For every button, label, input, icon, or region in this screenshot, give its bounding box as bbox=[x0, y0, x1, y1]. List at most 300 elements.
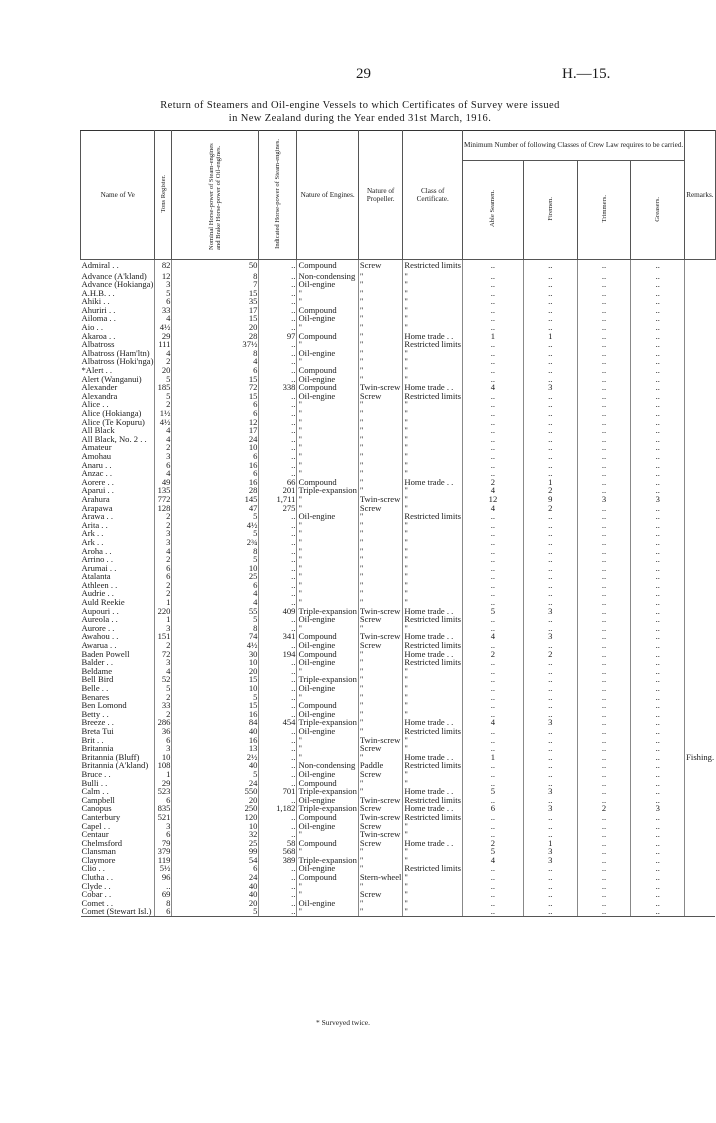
tons-register-cell: 52 bbox=[155, 675, 172, 684]
remarks-cell bbox=[685, 400, 715, 409]
able-seamen-cell: .. bbox=[462, 830, 523, 839]
greasers-cell: .. bbox=[631, 744, 685, 753]
firemen-cell: .. bbox=[523, 435, 577, 444]
table-row bbox=[81, 306, 716, 315]
engine-type-cell: Compound bbox=[297, 366, 358, 375]
tons-register-cell: 8 bbox=[155, 899, 172, 908]
indicated-horsepower-cell: 389 bbox=[259, 856, 297, 865]
vessel-name-cell: Breeze . . bbox=[81, 717, 114, 728]
indicated-horsepower-cell: .. bbox=[259, 289, 297, 298]
able-seamen-cell: 5 bbox=[462, 787, 523, 796]
greasers-cell: .. bbox=[631, 684, 685, 693]
firemen-cell: .. bbox=[523, 813, 577, 822]
propeller-type-cell: " bbox=[358, 667, 403, 676]
indicated-horsepower-cell: .. bbox=[259, 469, 297, 478]
certificate-class-cell: Home trade . . bbox=[403, 787, 463, 796]
firemen-cell: .. bbox=[523, 693, 577, 702]
vessel-name-cell: Bruce . . bbox=[81, 768, 111, 779]
able-seamen-cell: .. bbox=[462, 564, 523, 573]
able-seamen-cell: .. bbox=[462, 418, 523, 427]
table-row bbox=[81, 529, 716, 538]
vessel-name-cell: Bell Bird bbox=[81, 674, 114, 685]
tons-register-cell: 96 bbox=[155, 873, 172, 882]
horsepower-cell: 16 bbox=[172, 478, 259, 487]
propeller-type-cell: " bbox=[358, 323, 403, 332]
greasers-cell: .. bbox=[631, 675, 685, 684]
tons-register-cell: 6 bbox=[155, 736, 172, 745]
greasers-cell: .. bbox=[631, 538, 685, 547]
engine-type-cell: Triple-expansion bbox=[298, 717, 357, 728]
remarks-cell bbox=[685, 340, 715, 349]
table-row bbox=[81, 710, 716, 719]
vessel-name-cell: Alice (Hokianga) bbox=[81, 408, 142, 418]
engine-type-cell: " bbox=[297, 495, 358, 504]
horsepower-cell: 40 bbox=[172, 890, 259, 899]
propeller-type-cell: " bbox=[358, 718, 403, 727]
engine-type-cell: " bbox=[297, 461, 358, 470]
propeller-type-cell: Screw bbox=[358, 260, 403, 272]
indicated-horsepower-cell: 409 bbox=[259, 607, 297, 616]
greasers-cell: .. bbox=[631, 409, 685, 418]
tons-register-cell: 1 bbox=[155, 770, 172, 779]
vessel-name-cell: Ben Lomond bbox=[81, 700, 127, 711]
certificate-class-cell: " bbox=[403, 564, 463, 573]
indicated-horsepower-cell: .. bbox=[259, 538, 297, 547]
propeller-type-cell: " bbox=[358, 882, 403, 891]
horsepower-cell: 54 bbox=[172, 856, 259, 865]
engine-type-cell: " bbox=[297, 624, 358, 633]
able-seamen-cell: .. bbox=[462, 547, 523, 556]
engine-type-cell: " bbox=[297, 847, 358, 856]
propeller-type-cell: Screw bbox=[358, 615, 403, 624]
table-row bbox=[81, 873, 716, 882]
able-seamen-cell: 4 bbox=[462, 486, 523, 495]
horsepower-cell: 16 bbox=[172, 461, 259, 470]
firemen-cell: .. bbox=[523, 538, 577, 547]
tons-register-cell: 4 bbox=[155, 426, 172, 435]
certificate-class-cell: Restricted limits bbox=[404, 794, 461, 805]
greasers-cell: .. bbox=[631, 375, 685, 384]
table-row bbox=[81, 452, 716, 461]
remarks-cell bbox=[685, 452, 715, 461]
propeller-type-cell: Twin-screw bbox=[358, 830, 403, 839]
trimmers-cell: .. bbox=[577, 658, 631, 667]
horsepower-cell: 20 bbox=[172, 323, 259, 332]
table-row bbox=[81, 830, 716, 839]
indicated-horsepower-cell: .. bbox=[259, 547, 297, 556]
propeller-type-cell: " bbox=[358, 512, 403, 521]
indicated-horsepower-cell: 454 bbox=[259, 718, 297, 727]
certificate-class-cell: " bbox=[403, 779, 463, 788]
trimmers-cell: .. bbox=[577, 864, 631, 873]
trimmers-cell: .. bbox=[577, 383, 631, 392]
able-seamen-cell: 4 bbox=[462, 856, 523, 865]
remarks-cell bbox=[685, 486, 715, 495]
horsepower-cell: 4 bbox=[172, 598, 259, 607]
tons-register-cell: 2 bbox=[155, 357, 172, 366]
certificate-class-cell: " bbox=[403, 469, 463, 478]
trimmers-cell: .. bbox=[577, 400, 631, 409]
firemen-cell: .. bbox=[523, 589, 577, 598]
greasers-cell: .. bbox=[631, 822, 685, 831]
table-row bbox=[81, 555, 716, 564]
remarks-cell bbox=[685, 366, 715, 375]
tons-register-cell: 151 bbox=[155, 632, 172, 641]
vessel-name-cell: Britannia (A'kland) bbox=[81, 760, 149, 771]
able-seamen-cell: .. bbox=[462, 306, 523, 315]
engine-type-cell: " bbox=[297, 564, 358, 573]
able-seamen-cell: .. bbox=[462, 779, 523, 788]
horsepower-cell: 15 bbox=[172, 701, 259, 710]
greasers-cell: .. bbox=[631, 443, 685, 452]
able-seamen-cell: 1 bbox=[462, 332, 523, 341]
trimmers-cell: .. bbox=[577, 615, 631, 624]
engine-type-cell: Oil-engine bbox=[297, 727, 358, 736]
indicated-horsepower-cell: .. bbox=[259, 882, 297, 891]
firemen-cell: .. bbox=[523, 306, 577, 315]
firemen-cell: .. bbox=[523, 392, 577, 401]
vessel-name-cell: Arapawa bbox=[81, 502, 113, 513]
certificate-class-cell: " bbox=[403, 822, 463, 831]
firemen-cell: 1 bbox=[523, 839, 577, 848]
able-seamen-cell: .. bbox=[462, 349, 523, 358]
table-row bbox=[81, 504, 716, 513]
horsepower-cell: 6 bbox=[172, 452, 259, 461]
engine-type-cell: Compound bbox=[297, 701, 358, 710]
tons-register-cell: 4½ bbox=[155, 323, 172, 332]
firemen-cell: .. bbox=[523, 349, 577, 358]
propeller-type-cell: Twin-screw bbox=[358, 632, 403, 641]
trimmers-cell: .. bbox=[577, 641, 631, 650]
certificate-class-cell: " bbox=[403, 693, 463, 702]
footnote: * Surveyed twice. bbox=[316, 1018, 370, 1027]
indicated-horsepower-cell: .. bbox=[259, 684, 297, 693]
firemen-cell: .. bbox=[523, 443, 577, 452]
tons-register-cell: 79 bbox=[155, 839, 172, 848]
able-seamen-cell: .. bbox=[462, 675, 523, 684]
indicated-horsepower-cell: .. bbox=[259, 572, 297, 581]
table-row bbox=[81, 641, 716, 650]
propeller-type-cell: " bbox=[358, 598, 403, 607]
vessel-name-cell: Albatross bbox=[81, 339, 115, 350]
propeller-type-cell: " bbox=[358, 289, 403, 298]
engine-type-cell: " bbox=[297, 452, 358, 461]
firemen-cell: .. bbox=[523, 830, 577, 839]
remarks-cell bbox=[685, 779, 715, 788]
engine-type-cell: " bbox=[297, 830, 358, 839]
able-seamen-cell: 6 bbox=[462, 804, 523, 813]
able-seamen-cell: .. bbox=[462, 761, 523, 770]
propeller-type-cell: " bbox=[358, 332, 403, 341]
greasers-cell: .. bbox=[631, 400, 685, 409]
propeller-type-cell: Twin-screw bbox=[358, 607, 403, 616]
able-seamen-cell: 4 bbox=[462, 504, 523, 513]
able-seamen-cell: .. bbox=[462, 443, 523, 452]
horsepower-cell: 40 bbox=[172, 727, 259, 736]
table-row bbox=[81, 383, 716, 392]
horsepower-cell: 84 bbox=[172, 718, 259, 727]
propeller-type-cell: Screw bbox=[358, 504, 403, 513]
table-row bbox=[81, 547, 716, 556]
able-seamen-cell: .. bbox=[462, 400, 523, 409]
certificate-class-cell: " bbox=[403, 736, 463, 745]
greasers-cell: .. bbox=[631, 761, 685, 770]
certificate-class-cell: " bbox=[403, 306, 463, 315]
firemen-cell: 3 bbox=[523, 632, 577, 641]
able-seamen-cell: .. bbox=[462, 340, 523, 349]
trimmers-cell: .. bbox=[577, 779, 631, 788]
firemen-cell: .. bbox=[523, 461, 577, 470]
trimmers-cell: .. bbox=[577, 323, 631, 332]
indicated-horsepower-cell: .. bbox=[259, 392, 297, 401]
greasers-cell: .. bbox=[631, 650, 685, 659]
certificate-class-cell: " bbox=[403, 907, 463, 916]
vessel-name-cell: Aupouri . . bbox=[81, 605, 119, 616]
vessel-name-cell: Aureola . . bbox=[81, 614, 118, 625]
remarks-cell bbox=[685, 461, 715, 470]
able-seamen-cell: .. bbox=[462, 744, 523, 753]
firemen-cell: .. bbox=[523, 873, 577, 882]
greasers-cell: .. bbox=[631, 589, 685, 598]
tons-register-cell: 5 bbox=[155, 375, 172, 384]
greasers-cell: .. bbox=[631, 736, 685, 745]
firemen-cell: .. bbox=[523, 280, 577, 289]
able-seamen-cell: 2 bbox=[462, 650, 523, 659]
propeller-type-cell: " bbox=[358, 650, 403, 659]
trimmers-cell: .. bbox=[577, 272, 631, 281]
trimmers-cell: .. bbox=[577, 701, 631, 710]
tons-register-cell: 3 bbox=[155, 744, 172, 753]
certificate-class-cell: " bbox=[403, 297, 463, 306]
trimmers-cell: .. bbox=[577, 787, 631, 796]
able-seamen-cell: .. bbox=[462, 323, 523, 332]
vessel-name-cell: Canterbury bbox=[81, 811, 121, 822]
greasers-cell: .. bbox=[631, 624, 685, 633]
firemen-cell: .. bbox=[523, 615, 577, 624]
horsepower-cell: 7 bbox=[172, 280, 259, 289]
vessel-name-cell: Aorere . . bbox=[81, 476, 114, 487]
greasers-cell: .. bbox=[631, 383, 685, 392]
indicated-horsepower-cell: .. bbox=[259, 564, 297, 573]
certificate-class-cell: " bbox=[403, 443, 463, 452]
column-header-horsepower: Nominal Horse-power of Steam-engines and Brake Horse-power of Oil-engines. bbox=[172, 131, 259, 260]
certificate-class-cell: " bbox=[403, 375, 463, 384]
table-row bbox=[81, 521, 716, 530]
trimmers-cell: .. bbox=[577, 461, 631, 470]
horsepower-cell: 10 bbox=[172, 564, 259, 573]
propeller-type-cell: Screw bbox=[358, 804, 403, 813]
vessel-name-cell: *Alert . . bbox=[81, 365, 113, 376]
certificate-class-cell: " bbox=[403, 770, 463, 779]
greasers-cell: .. bbox=[631, 323, 685, 332]
horsepower-cell: 24 bbox=[172, 779, 259, 788]
certificate-class-cell: " bbox=[403, 272, 463, 281]
column-header-tons: Tons Register. bbox=[155, 131, 172, 260]
propeller-type-cell: " bbox=[358, 443, 403, 452]
remarks-cell bbox=[685, 418, 715, 427]
remarks-cell bbox=[685, 667, 715, 676]
remarks-cell bbox=[685, 332, 715, 341]
firemen-cell: .. bbox=[523, 598, 577, 607]
able-seamen-cell: .. bbox=[462, 684, 523, 693]
engine-type-cell: Oil-engine bbox=[297, 822, 358, 831]
able-seamen-cell: .. bbox=[462, 770, 523, 779]
horsepower-cell: 6 bbox=[172, 409, 259, 418]
greasers-cell: .. bbox=[631, 632, 685, 641]
certificate-class-cell: " bbox=[403, 504, 463, 513]
table-header bbox=[81, 131, 716, 260]
tons-register-cell: 1 bbox=[155, 615, 172, 624]
column-header-minimum-crew: Minimum Number of following Classes of Crew Law requires to be carried. bbox=[462, 131, 684, 161]
engine-type-cell: Oil-engine bbox=[297, 684, 358, 693]
page-title bbox=[60, 99, 660, 125]
propeller-type-cell: Screw bbox=[358, 890, 403, 899]
indicated-horsepower-cell: 275 bbox=[259, 504, 297, 513]
greasers-cell: .. bbox=[631, 564, 685, 573]
propeller-type-cell: Paddle bbox=[358, 761, 403, 770]
horsepower-cell: 5 bbox=[172, 512, 259, 521]
greasers-cell: .. bbox=[631, 727, 685, 736]
tons-register-cell: 2 bbox=[155, 641, 172, 650]
firemen-cell: .. bbox=[523, 727, 577, 736]
vessel-name-cell: Britannia bbox=[81, 743, 114, 754]
remarks-cell bbox=[685, 323, 715, 332]
engine-type-cell: Triple-expansion bbox=[298, 803, 357, 814]
able-seamen-cell: 4 bbox=[462, 718, 523, 727]
horsepower-cell: 15 bbox=[172, 289, 259, 298]
trimmers-cell: .. bbox=[577, 486, 631, 495]
propeller-type-cell: Screw bbox=[358, 839, 403, 848]
remarks-cell bbox=[685, 581, 715, 590]
propeller-type-cell: " bbox=[358, 306, 403, 315]
greasers-cell: .. bbox=[631, 289, 685, 298]
table-row bbox=[81, 538, 716, 547]
firemen-cell: .. bbox=[523, 581, 577, 590]
remarks-cell bbox=[685, 478, 715, 487]
greasers-cell: .. bbox=[631, 392, 685, 401]
vessel-name-cell: Clutha . . bbox=[81, 872, 114, 883]
able-seamen-cell: .. bbox=[462, 426, 523, 435]
trimmers-cell: .. bbox=[577, 314, 631, 323]
table-row bbox=[81, 392, 716, 401]
engine-type-cell: Compound bbox=[297, 383, 358, 392]
remarks-cell bbox=[685, 383, 715, 392]
firemen-cell: .. bbox=[523, 864, 577, 873]
propeller-type-cell: Screw bbox=[358, 392, 403, 401]
firemen-cell: .. bbox=[523, 564, 577, 573]
propeller-type-cell: " bbox=[358, 272, 403, 281]
propeller-type-cell: " bbox=[358, 572, 403, 581]
firemen-cell: .. bbox=[523, 744, 577, 753]
remarks-cell bbox=[685, 260, 715, 272]
table-row bbox=[81, 589, 716, 598]
table-row bbox=[81, 418, 716, 427]
remarks-cell bbox=[685, 314, 715, 323]
table-row bbox=[81, 357, 716, 366]
vessel-name-cell: Baden Powell bbox=[81, 648, 130, 659]
trimmers-cell: .. bbox=[577, 839, 631, 848]
firemen-cell: .. bbox=[523, 418, 577, 427]
trimmers-cell: .. bbox=[577, 538, 631, 547]
remarks-cell bbox=[685, 907, 715, 916]
able-seamen-cell: .. bbox=[462, 529, 523, 538]
greasers-cell: .. bbox=[631, 641, 685, 650]
firemen-cell: .. bbox=[523, 907, 577, 916]
tons-register-cell: 33 bbox=[155, 701, 172, 710]
able-seamen-cell: 2 bbox=[462, 839, 523, 848]
engine-type-cell: " bbox=[297, 323, 358, 332]
able-seamen-cell: .. bbox=[462, 260, 523, 272]
remarks-cell bbox=[685, 443, 715, 452]
able-seamen-cell: .. bbox=[462, 314, 523, 323]
tons-register-cell: 29 bbox=[155, 332, 172, 341]
firemen-cell: .. bbox=[523, 314, 577, 323]
certificate-class-cell: " bbox=[403, 572, 463, 581]
remarks-cell bbox=[685, 882, 715, 891]
trimmers-cell: .. bbox=[577, 693, 631, 702]
indicated-horsepower-cell: .. bbox=[259, 443, 297, 452]
horsepower-cell: 10 bbox=[172, 684, 259, 693]
propeller-type-cell: Twin-screw bbox=[358, 495, 403, 504]
able-seamen-cell: .. bbox=[462, 435, 523, 444]
trimmers-cell: .. bbox=[577, 675, 631, 684]
tons-register-cell: 82 bbox=[155, 260, 172, 272]
able-seamen-cell: .. bbox=[462, 624, 523, 633]
engine-type-cell: Oil-engine bbox=[297, 392, 358, 401]
table-row bbox=[81, 899, 716, 908]
horsepower-cell: 5 bbox=[172, 907, 259, 916]
trimmers-cell: .. bbox=[577, 375, 631, 384]
remarks-cell bbox=[685, 607, 715, 616]
tons-register-cell: 108 bbox=[155, 761, 172, 770]
certificate-class-cell: Restricted limits bbox=[404, 760, 461, 771]
propeller-type-cell: Stern-wheel bbox=[359, 872, 402, 883]
remarks-cell: Fishing. bbox=[686, 751, 715, 762]
vessel-name-cell: Clyde . . bbox=[81, 880, 111, 891]
indicated-horsepower-cell: .. bbox=[259, 779, 297, 788]
propeller-type-cell: " bbox=[358, 340, 403, 349]
indicated-horsepower-cell: .. bbox=[259, 813, 297, 822]
engine-type-cell: Triple-expansion bbox=[298, 605, 357, 616]
horsepower-cell: 250 bbox=[172, 804, 259, 813]
certificate-class-cell: " bbox=[403, 461, 463, 470]
certificate-class-cell: " bbox=[403, 409, 463, 418]
table-row bbox=[81, 650, 716, 659]
engine-type-cell: Triple-expansion bbox=[298, 674, 357, 685]
indicated-horsepower-cell: 97 bbox=[259, 332, 297, 341]
firemen-cell: .. bbox=[523, 547, 577, 556]
engine-type-cell: Oil-engine bbox=[297, 375, 358, 384]
greasers-cell: .. bbox=[631, 693, 685, 702]
engine-type-cell: " bbox=[297, 693, 358, 702]
horsepower-cell: 550 bbox=[172, 787, 259, 796]
trimmers-cell: .. bbox=[577, 624, 631, 633]
indicated-horsepower-cell: 338 bbox=[259, 383, 297, 392]
trimmers-cell: .. bbox=[577, 684, 631, 693]
propeller-type-cell: Screw bbox=[358, 744, 403, 753]
horsepower-cell: 15 bbox=[172, 675, 259, 684]
certificate-class-cell: " bbox=[403, 624, 463, 633]
vessel-name-cell: Alice (Te Kopuru) bbox=[81, 416, 145, 427]
firemen-cell: .. bbox=[523, 761, 577, 770]
table-row bbox=[81, 280, 716, 289]
trimmers-cell: .. bbox=[577, 899, 631, 908]
tons-register-cell: 5 bbox=[155, 684, 172, 693]
indicated-horsepower-cell: .. bbox=[259, 615, 297, 624]
table-row bbox=[81, 323, 716, 332]
tons-register-cell: 4 bbox=[155, 667, 172, 676]
indicated-horsepower-cell: .. bbox=[259, 710, 297, 719]
